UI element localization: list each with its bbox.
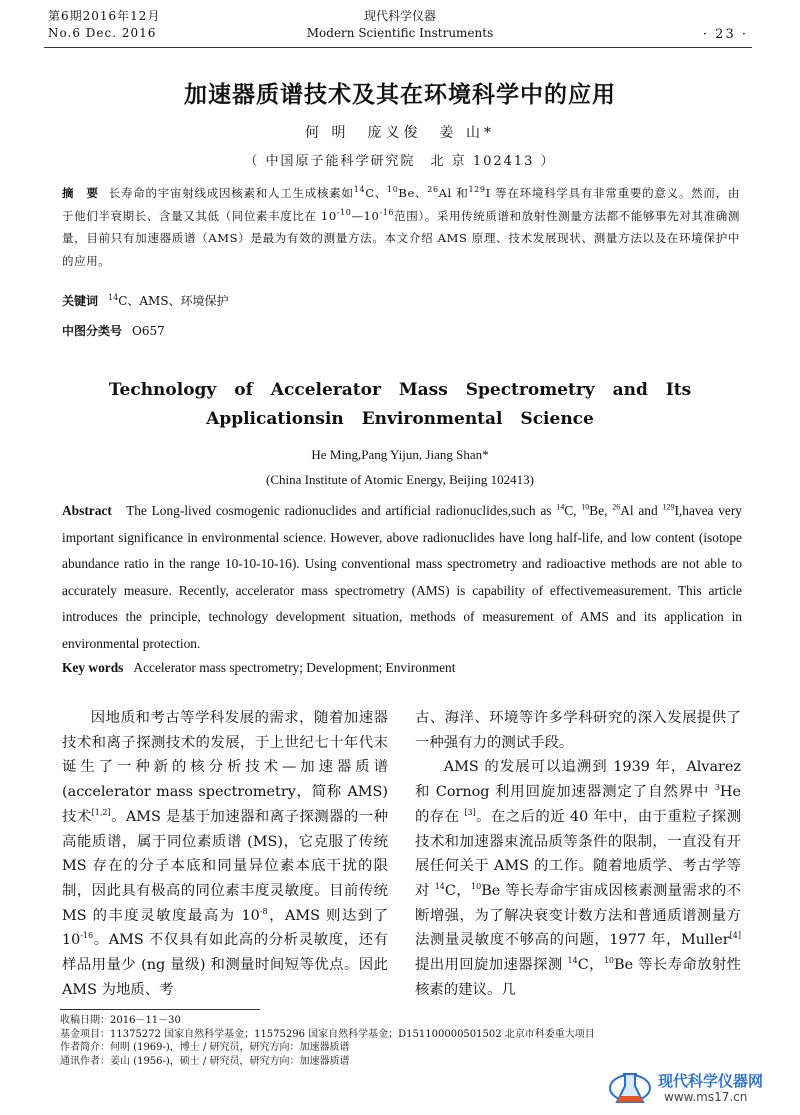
footnote-author: 作者简介：何明 (1969-)，博士 / 研究员，研究方向：加速器质谱 (60, 1042, 350, 1053)
footnotes (60, 1014, 595, 1068)
footnote-funding: 基金项目：11375272 国家自然科学基金；11575296 国家自然科学基金；D151100000501502 北京市科委重大项目 (60, 1028, 595, 1040)
classification-cn: 中图分类号 O657 (62, 324, 165, 338)
abstract-en: Abstract The Long-lived cosmogenic radionuclides and artificial radionuclides,such as $^{14}$C, $^{10}$Be, $^{26}$Al and $^{129}$I,havea very important significance in environmental science. However, above radionuclides have long half-life, and low content (isotope abundance ratio in the range 10-10-10-16). Using conventional mass spectrometry and radioactive methods are not able to accurately measure. Recently, accelerator mass spectrometry (AMS) is capability of effectivemeasurement. This article introduces the principle, technology development situation, methods of measurement of AMS and its application in environmental protection. (62, 502, 742, 651)
flask-icon (608, 1068, 652, 1108)
citation: [1,2] (91, 808, 111, 818)
affiliation-cn: （ 中国原子能科学研究院 北 京 102413 ） (244, 154, 556, 169)
citation: [4] (729, 931, 741, 941)
footnote-corresponding: 通讯作者：姜山 (1956-)，硕士 / 研究员，研究方向：加速器质谱 (60, 1055, 350, 1067)
keywords-en-label: Key words (62, 660, 124, 675)
journal-name-en: Modern Scientific Instruments (306, 26, 494, 40)
title-en: Technology of Accelerator Mass Spectrometry and Its Applicationsin Environmental Science (108, 380, 692, 429)
body-column-left (62, 706, 388, 1002)
watermark-name: 现代科学仪器网 (658, 1072, 764, 1090)
footnote-received: 收稿日期：2016－11－30 (60, 1015, 181, 1026)
watermark-url: www.ms17.cn (664, 1090, 748, 1104)
keywords-cn-label: 关键词 (62, 294, 99, 308)
page-number: · 23 · (702, 27, 748, 42)
issue-en: No.6 Dec. 2016 (48, 26, 157, 40)
abstract-en-label: Abstract (62, 503, 112, 518)
authors-en: He Ming,Pang Yijun, Jiang Shan* (311, 447, 489, 462)
keywords-cn: 关键词 $^{14}$C、AMS、环境保护 (62, 293, 229, 308)
body-paragraph: 古、海洋、环境等许多学科研究的深入发展提供了一种强有力的测试手段。 (415, 710, 741, 751)
body-column-right (415, 706, 741, 1002)
keywords-en: Key words Accelerator mass spectrometry; Development; Environment (62, 660, 456, 675)
authors-cn: 何 明 庞义俊 姜 山* (305, 125, 495, 141)
affiliation-en: (China Institute of Atomic Energy, Beijing 102413) (266, 472, 534, 487)
title-cn: 加速器质谱技术及其在环境科学中的应用 (184, 81, 616, 108)
body-paragraph: 因地质和考古等学科发展的需求，随着加速器技术和离子探测技术的发展，于上世纪七十年代末诞生了一种新的核分析技术—加速器质谱 (accelerator mass spectrometry，简称 AMS) 技术[1,2]。AMS 是基于加速器和离子探测器的一种高能质谱，属于同位素质谱 (MS)，它克服了传统 MS 存在的分子本底和同量异位素本底干扰的限制，因此具有极高的同位素丰度灵敏度。目前传统 MS 的丰度灵敏度最高为 $10^{-8}$，AMS 则达到了 $10^{-16}$。AMS 不仅具有如此高的分析灵敏度，还有样品用量少 (ng 量级) 和测量时间短等优点。因此 AMS 为地质、考 (62, 710, 389, 998)
header-rule (44, 47, 752, 48)
body-paragraph: AMS 的发展可以追溯到 1939 年，Alvarez 和 Cornog 利用回旋加速器测定了自然界中 $^3$He 的存在 [3]。在之后的近 40 年中，由于重粒子探测技术和加速器束流品质等条件的限制，一直没有开展任何关于 AMS 的工作。随着地质学、考古学等对 $^{14}$C，$^{10}$Be 等长寿命宇宙成因核素测量需求的不断增强，为了解决衰变计数方法和普通质谱测量方法测量灵敏度不够高的问题，1977 年，Muller[4] 提出用回旋加速器探测 $^{14}$C，$^{10}$Be 等长寿命放射性核素的建议。几 (415, 759, 741, 998)
issue-cn: 第6期2016年12月 (48, 9, 161, 23)
abstract-cn-label: 摘 要 (62, 186, 99, 200)
journal-name-cn: 现代科学仪器 (363, 9, 436, 23)
journal-name (0, 8, 800, 42)
abstract-cn: 摘 要 长寿命的宇宙射线成因核素和人工生成核素如$^{14}$C、$^{10}$Be、$^{26}$Al 和$^{129}$I 等在环境科学具有非常重要的意义。然而，由于他们半衰期长、含量又其低（同位素丰度比在 $10^{-10}—10^{-16}$范围）。采用传统质谱和放射性测量方法都不能够事先对其准确测量，目前只有加速器质谱（AMS）是最为有效的测量方法。本文介绍 AMS 原理、技术发展现状、测量方法以及在环境保护中的应用。 (62, 185, 740, 268)
classification-label: 中图分类号 (62, 324, 123, 338)
citation: [3] (464, 808, 476, 818)
footnote-rule (60, 1009, 260, 1010)
watermark-logo (608, 1068, 788, 1108)
